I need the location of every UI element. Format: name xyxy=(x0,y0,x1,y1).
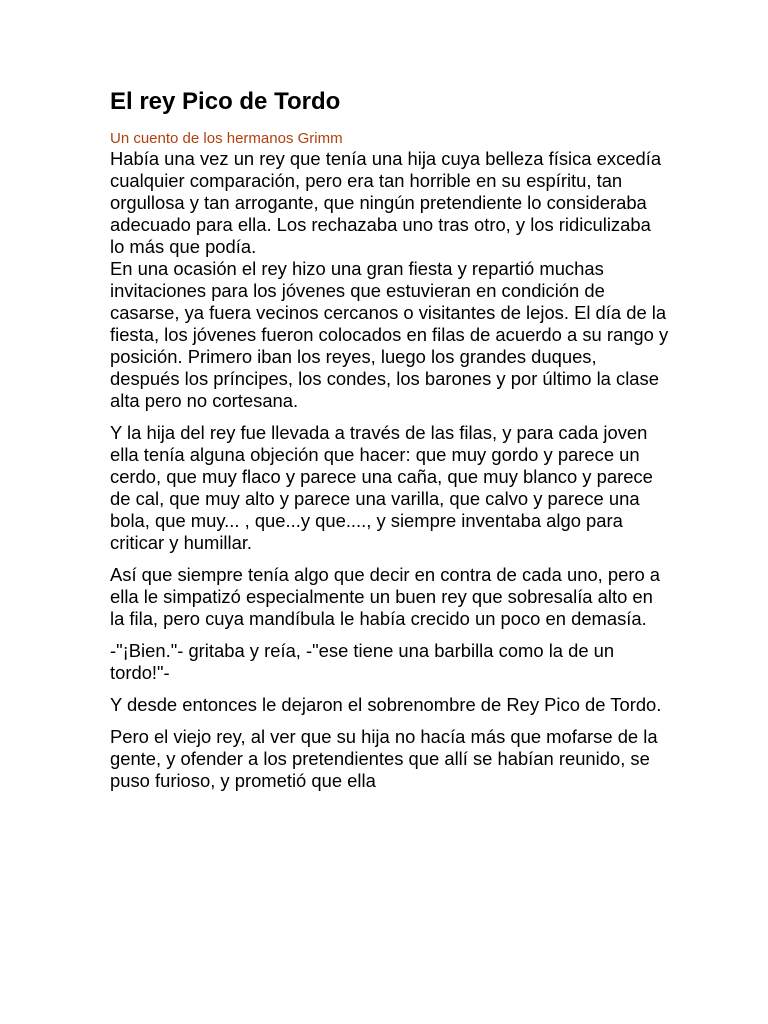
paragraph-3: Y la hija del rey fue llevada a través de las filas, y para cada joven ella tenía alguna objeción que hacer: que muy gordo y parece un cerdo, que muy flaco y parece una caña, que muy blanco y parece de cal, que muy alto y parece una varilla, que calvo y parece una bola, que muy... , que...y que...., y siempre inventaba algo para criticar y humillar. xyxy=(110,422,653,553)
paragraph-4: Así que siempre tenía algo que decir en contra de cada uno, pero a ella le simpatizó especialmente un buen rey que sobresalía alto en la fila, pero cuya mandíbula le había crecido un poco en demasía. xyxy=(110,564,661,629)
document-page xyxy=(110,86,670,792)
story-subtitle: Un cuento de los hermanos Grimm xyxy=(110,130,343,147)
paragraph-5: -"¡Bien."- gritaba y reía, -"ese tiene una barbilla como la de un tordo!"- xyxy=(110,640,615,683)
paragraph-6: Y desde entonces le dejaron el sobrenombre de Rey Pico de Tordo. xyxy=(110,694,662,715)
paragraph-1: Había una vez un rey que tenía una hija cuya belleza física excedía cualquier comparación, pero era tan horrible en su espíritu, tan orgullosa y tan arrogante, que ningún pretendiente lo consideraba adecuado para ella. Los rechazaba uno tras otro, y los ridiculizaba lo más que podía. xyxy=(110,148,662,257)
story-title: El rey Pico de Tordo xyxy=(110,88,341,115)
paragraph-7: Pero el viejo rey, al ver que su hija no hacía más que mofarse de la gente, y ofender a los pretendientes que allí se habían reunido, se puso furioso, y prometió que ella xyxy=(110,726,658,791)
paragraph-2: En una ocasión el rey hizo una gran fiesta y repartió muchas invitaciones para los jóvenes que estuvieran en condición de casarse, ya fuera vecinos cercanos o visitantes de lejos. El día de la fiesta, los jóvenes fueron colocados en filas de acuerdo a su rango y posición. Primero iban los reyes, luego los grandes duques, después los príncipes, los condes, los barones y por último la clase alta pero no cortesana. xyxy=(110,258,669,411)
